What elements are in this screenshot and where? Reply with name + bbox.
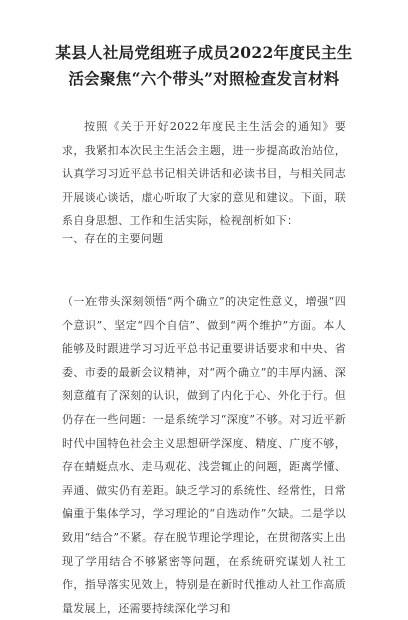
- subsection-paragraph-1: [62, 290, 346, 615]
- subsection-text: 在带头深刻领悟“两个确立”的决定性意义，增强“四个意识”、坚定“四个自信”、做到“两个维护”方面。本人能够及时跟进学习习近平总书记重要讲话要求和中央、省委、市委的最新会议精神，对“两个确立”的丰厚内涵、深刻意蕴有了深刻的认识，做到了内化于心、外化于行。但仍存在一些问题：一是系统学习“深度”不够。对习近平新时代中国特色社会主义思想研学深度、精度、广度不够，存在蜻蜓点水、走马观花、浅尝辄止的问题，距离学懂、弄通、做实仍有差距。缺乏学习的系统性、经常性，日常偏重于集体学习，学习理论的“自选动作”欠缺。二是学以致用“结合”不紧。存在脱节理论学理论，在贯彻落实上出现了学用结合不够紧密等问题，在系统研究谋划人社工作，指导落实见效上，特别是在新时代推动人社工作高质量发展上，还需要持续深化学习和: [62, 295, 346, 615]
- intro-paragraph: 按照《关于开好2022年度民主生活会的通知》要求，我紧扣本次民主生活会主题，进一步提高政治站位，认真学习习近平总书记相关讲话和必读书目，与相关同志开展谈心谈话，虚心听取了大家的意见和建议。下面，联系自身思想、工作和生活实际，检视剖析如下：: [62, 120, 346, 228]
- subsection-marker: （一）: [62, 295, 96, 308]
- section-heading-problems: 一、存在的主要问题: [62, 232, 164, 245]
- document-title: 某县人社局党组班子成员2022年度民主生活会聚焦“六个带头”对照检查发言材料: [55, 43, 353, 88]
